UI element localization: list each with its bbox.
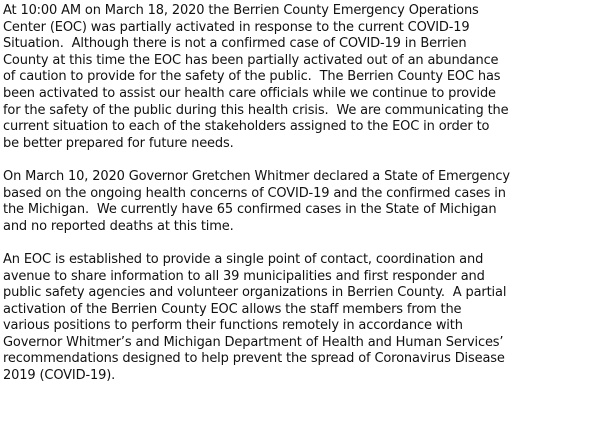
text-line: County at this time the EOC has been partially activated out of an abundance: [3, 52, 499, 68]
text-line: On March 10, 2020 Governor Gretchen Whitmer declared a State of Emergency: [3, 168, 510, 184]
text-line: Governor Whitmer’s and Michigan Department of Health and Human Services’: [3, 334, 504, 350]
text-line: At 10:00 AM on March 18, 2020 the Berrien County Emergency Operations: [3, 3, 479, 18]
paragraph-eoc-activation: [3, 3, 616, 152]
text-line: of caution to provide for the safety of the public. The Berrien County EOC has: [3, 69, 501, 85]
text-line: been activated to assist our health care officials while we continue to provide: [3, 85, 496, 101]
text-line: 2019 (COVID-19).: [3, 368, 116, 384]
text-line: recommendations designed to help prevent the spread of Coronavirus Disease: [3, 351, 505, 367]
text-line: the Michigan. We currently have 65 confirmed cases in the State of Michigan: [3, 202, 497, 218]
text-line: avenue to share information to all 39 municipalities and first responder and: [3, 268, 485, 284]
text-line: An EOC is established to provide a single point of contact, coordination and: [3, 251, 484, 267]
text-line: current situation to each of the stakeholders assigned to the EOC in order to: [3, 119, 490, 135]
text-line: be better prepared for future needs.: [3, 135, 234, 151]
text-line: public safety agencies and volunteer organizations in Berrien County. A partial: [3, 285, 507, 301]
text-line: Situation. Although there is not a confirmed case of COVID-19 in Berrien: [3, 36, 467, 52]
text-line: activation of the Berrien County EOC allows the staff members from the: [3, 301, 462, 317]
text-line: Center (EOC) was partially activated in response to the current COVID-19: [3, 19, 470, 35]
paragraph-eoc-purpose: [3, 252, 616, 385]
text-line: various positions to perform their functions remotely in accordance with: [3, 318, 463, 334]
text-line: based on the ongoing health concerns of COVID-19 and the confirmed cases in: [3, 185, 506, 201]
text-line: for the safety of the public during this health crisis. We are communicating the: [3, 102, 509, 118]
text-line: and no reported deaths at this time.: [3, 218, 234, 234]
paragraph-state-of-emergency: [3, 169, 616, 235]
